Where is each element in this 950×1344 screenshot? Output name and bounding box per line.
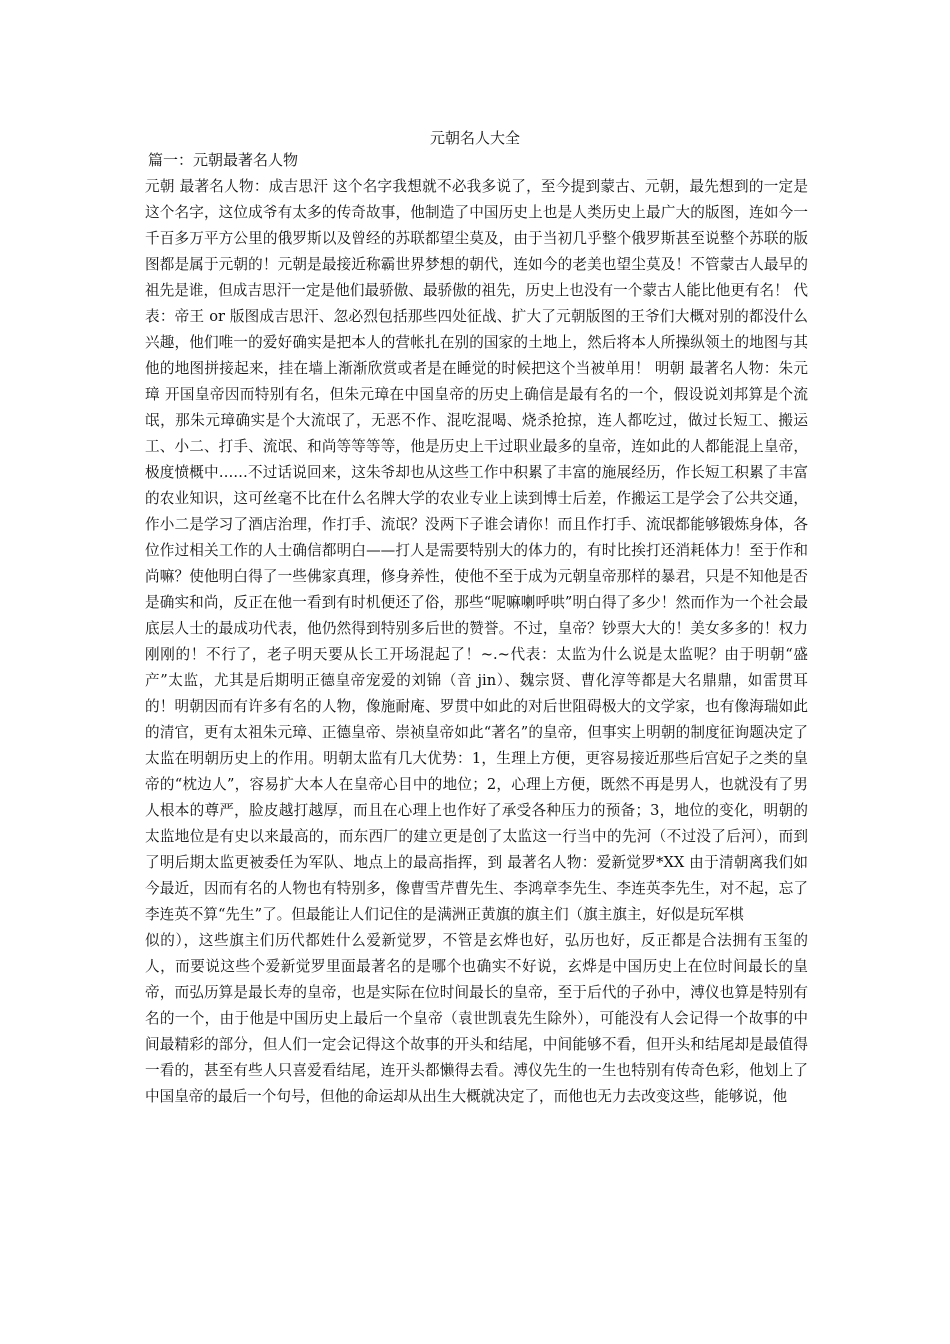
body-paragraph: 似的），这些旗主们历代都姓什么爱新觉罗，不管是玄烨也好，弘历也好，反正都是合法拥有玉玺的人，而要说这些个爱新觉罗里面最著名的是哪个也确实不好说，玄烨是中国历史上在位时间最长的皇帝，而弘历算是最长寿的皇帝，也是实际在位时间最长的皇帝，至于后代的子孙中，溥仪也算是特别有名的一个，由于他是中国历史上最后一个皇帝（袁世凯袁先生除外），可能没有人会记得一个故事的中间最精彩的部分，但人们一定会记得这个故事的开头和结尾，中间能够不看，但开头和结尾却是最值得一看的，甚至有些人只喜爱看结尾，连开头都懒得去看。溥仪先生的一生也特别有传奇色彩，他划上了中国皇帝的最后一个句号，但他的命运却从出生大概就决定了，而他也无力去改变这些，能够说，他 [145,932,808,1105]
body-paragraph: 元朝 最著名人物：成吉思汗 这个名字我想就不必我多说了，至今提到蒙古、元朝，最先想到的一定是这个名字，这位成爷有太多的传奇故事，他制造了中国历史上也是人类历史上最广大的版图，连如今一千百多万平方公里的俄罗斯以及曾经的苏联都望尘莫及，由于当初几乎整个俄罗斯甚至说整个苏联的版图都是属于元朝的！元朝是最接近称霸世界梦想的朝代，连如今的老美也望尘莫及！不管蒙古人最早的祖先是谁，但成吉思汗一定是他们最骄傲、最骄傲的祖先，历史上也没有一个蒙古人能比他更有名！ 代表：帝王 or 版图成吉思汗、忽必烈包括那些四处征战、扩大了元朝版图的王爷们大概对别的都没什么兴趣，他们唯一的爱好确实是把本人的营帐扎在别的国家的土地上，然后将本人所操纵领土的地图与其他的地图拼接起来，挂在墙上渐渐欣赏或者是在睡觉的时候把这个当被单用！ 明朝 最著名人物：朱元璋 开国皇帝因而特别有名，但朱元璋在中国皇帝的历史上确信是最有名的一个，假设说刘邦算是个流氓，那朱元璋确实是个大流氓了，无恶不作、混吃混喝、烧杀抢掠，连人都吃过，做过长短工、搬运工、小二、打手、流氓、和尚等等等等，他是历史上干过职业最多的皇帝，连如此的人都能混上皇帝，极度愤概中……不过话说回来，这朱爷却也从这些工作中积累了丰富的施展经历，作长短工积累了丰富的农业知识，这可丝毫不比在什么名牌大学的农业专业上读到博士后差，作搬运工是学会了公共交通，作小二是学习了酒店治理，作打手、流氓？没两下子谁会请你！而且作打手、流氓都能够锻炼身体，各位作过相关工作的人士确信都明白——打人是需要特别大的体力的，有时比挨打还消耗体力！至于作和尚嘛？使他明白得了一些佛家真理，修身养性，使他不至于成为元朝皇帝那样的暴君，只是不知他是否是确实和尚，反正在他一看到有时机便还了俗，那些“呢嘛喇呼哄”明白得了多少！然而作为一个社会最底层人士的最成功代表，他仍然得到特别多后世的赞誉。不过，皇帝？钞票大大的！美女多多的！权力刚刚的！不行了，老子明天要从长工开场混起了！~.~代表：太监为什么说是太监呢？由于明朝“盛产”太监，尤其是后期明正德皇帝宠爱的刘锦（音 jin）、魏宗贤、曹化淳等都是大名鼎鼎，如雷贯耳的！明朝因而有许多有名的人物，像施耐庵、罗贯中如此的对后世阻碍极大的文学家，也有像海瑞如此的清官，更有太祖朱元璋、正德皇帝、崇祯皇帝如此“著名”的皇帝，但事实上明朝的制度征询题决定了太监在明朝历史上的作用。明朝太监有几大优势：1，生理上方便，更容易接近那些后宫妃子之类的皇帝的“枕边人”，容易扩大本人在皇帝心目中的地位；2，心理上方便，既然不再是男人，也就没有了男人根本的尊严，脸皮越打越厚，而且在心理上也作好了承受各种压力的预备；3，地位的变化，明朝的太监地位是有史以来最高的，而东西厂的建立更是创了太监这一行当中的先河（不过没了后河），而到了明后期太监更被委任为军队、地点上的最高指挥，到 最著名人物：爱新觉罗*XX 由于清朝离我们如今最近，因而有名的人物也有特别多，像曹雪芹曹先生、李鸿章李先生、李连英李先生，对不起，忘了李连英不算“先生”了。但最能让人们记住的是满洲正黄旗的旗主们（旗主旗主，好似是玩军棋 [145,178,808,923]
document-body [145,174,808,1110]
document-title: 元朝名人大全 [429,129,520,147]
section-heading: 篇一：元朝最著名人物 [148,151,299,169]
